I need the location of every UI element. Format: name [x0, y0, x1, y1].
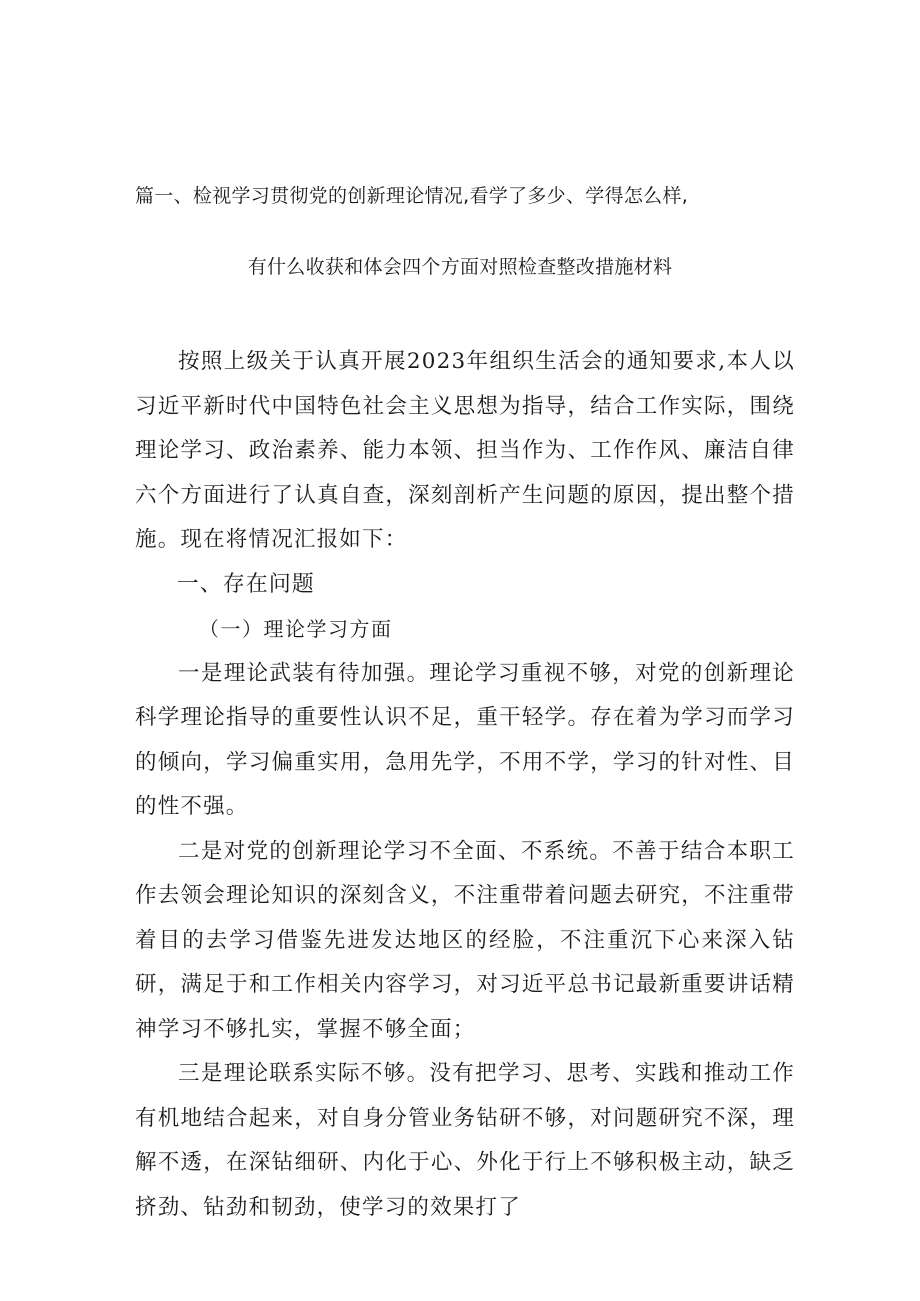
document-title-line-1: 篇一、检视学习贯彻党的创新理论情况,看学了多少、学得怎么样,: [135, 185, 689, 207]
paragraph-point-three: 三是理论联系实际不够。没有把学习、思考、实践和推动工作有机地结合起来，对自身分管业务钻研不够，对问题研究不深，理解不透，在深钻细研、内化于心、外化于行上不够积极主动，缺乏挤劲、钻劲和韧劲，使学习的效果打了: [135, 1061, 795, 1220]
intro-paragraph: 按照上级关于认真开展2023年组织生活会的通知要求,本人以习近平新时代中国特色社会主义思想为指导，结合工作实际，围绕理论学习、政治素养、能力本领、担当作为、工作作风、廉洁自律六个方面进行了认真自查，深刻剖析产生问题的原因，提出整个措施。现在将情况汇报如下：: [135, 349, 795, 552]
paragraph-point-one: 一是理论武装有待加强。理论学习重视不够，对党的创新理论科学理论指导的重要性认识不足，重干轻学。存在着为学习而学习的倾向，学习偏重实用，急用先学，不用不学，学习的针对性、目的性不强。: [135, 660, 795, 819]
paragraph-point-two: 二是对党的创新理论学习不全面、不系统。不善于结合本职工作去领会理论知识的深刻含义，不注重带着问题去研究，不注重带着目的去学习借鉴先进发达地区的经脸，不注重沉下心来深入钻研，满足于和工作相关内容学习，对习近平总书记最新重要讲话精神学习不够扎实，掌握不够全面；: [135, 838, 795, 1042]
document-body: [135, 340, 795, 1230]
section-heading-problems: 一、存在问题: [176, 571, 315, 597]
subsection-heading-theory-study: （一）理论学习方面: [199, 617, 393, 641]
document-title-line-2: 有什么收获和体会四个方面对照检查整改措施材料: [247, 256, 673, 278]
